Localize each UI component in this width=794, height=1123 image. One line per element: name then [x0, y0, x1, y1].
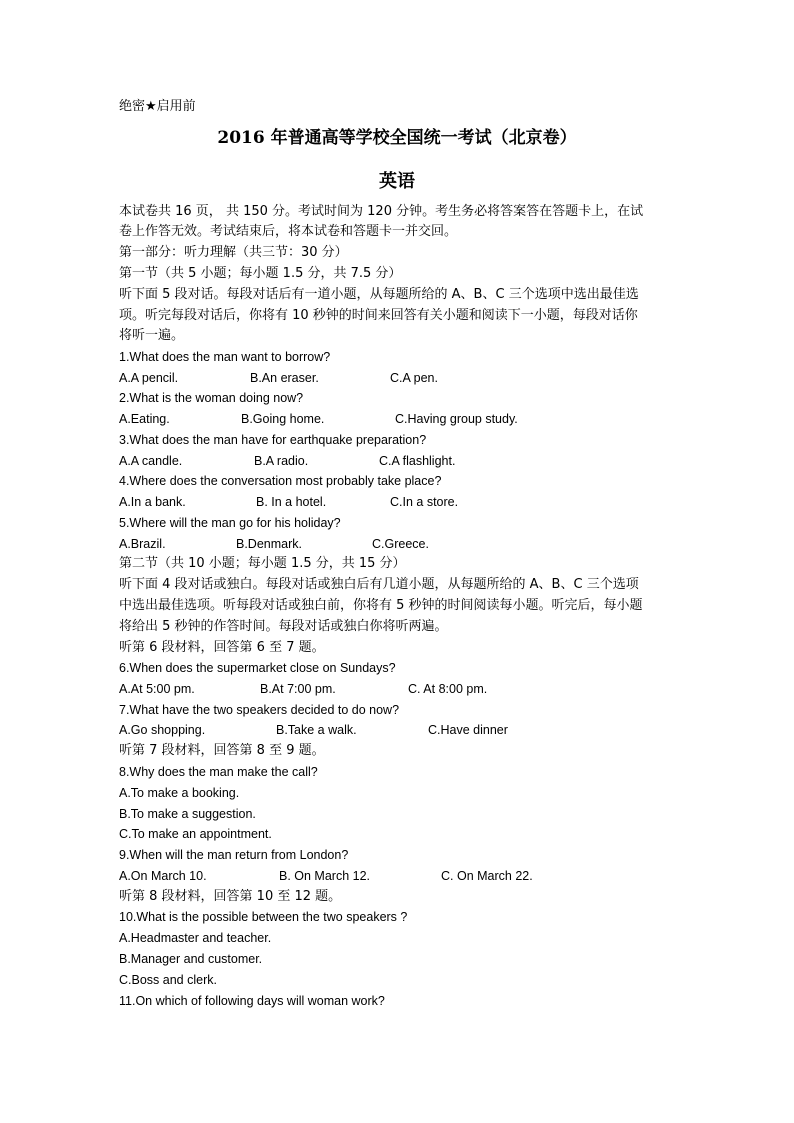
question-10-option-c: C.Boss and clerk. [119, 973, 217, 987]
question-6-option-a: A.At 5:00 pm. [119, 682, 195, 696]
question-2-stem: 2.What is the woman doing now? [119, 391, 304, 405]
question-7-option-c: C.Have dinner [428, 723, 508, 737]
material-8-instruction: 听第 8 段材料，回答第 10 至 12 题。 [119, 889, 342, 904]
instructions-line-2: 卷上作答无效。考试结束后，将本试卷和答题卡一并交回。 [119, 224, 458, 239]
section2-direction-3: 将给出 5 秒钟的作答时间。每段对话或独白你将听两遍。 [119, 619, 448, 634]
question-3-option-c: C.A flashlight. [379, 454, 456, 468]
question-9-option-a: A.On March 10. [119, 869, 207, 883]
question-3-stem: 3.What does the man have for earthquake preparation? [119, 433, 427, 447]
question-2-option-c: C.Having group study. [395, 412, 518, 426]
question-10-option-b: B.Manager and customer. [119, 952, 263, 966]
question-8-option-b: B.To make a suggestion. [119, 807, 256, 821]
question-4-option-c: C.In a store. [390, 495, 459, 509]
confidential-label: 绝密★启用前 [119, 99, 196, 114]
question-9-stem: 9.When will the man return from London? [119, 848, 349, 862]
question-1-option-a: A.A pencil. [119, 371, 179, 385]
question-2-option-b: B.Going home. [241, 412, 325, 426]
subject-title: 英语 [379, 171, 415, 192]
section1-direction-3: 将听一遍。 [119, 328, 185, 343]
question-9-option-c: C. On March 22. [441, 869, 533, 883]
question-6-stem: 6.When does the supermarket close on Sundays? [119, 661, 396, 675]
question-10-option-a: A.Headmaster and teacher. [119, 931, 272, 945]
question-5-option-c: C.Greece. [372, 537, 429, 551]
section1-direction-1: 听下面 5 段对话。每段对话后有一道小题，从每题所给的 A、B、C 三个选项中选出最佳选 [119, 287, 639, 302]
question-9-option-b: B. On March 12. [279, 869, 371, 883]
question-7-stem: 7.What have the two speakers decided to do now? [119, 703, 400, 717]
question-11-stem: 11.On which of following days will woman work? [119, 994, 385, 1008]
question-4-option-b: B. In a hotel. [256, 495, 327, 509]
question-5-stem: 5.Where will the man go for his holiday? [119, 516, 341, 530]
question-4-option-a: A.In a bank. [119, 495, 186, 509]
instructions-line-1: 本试卷共 16 页， 共 150 分。考试时间为 120 分钟。考生务必将答案答在答题卡上，在试 [119, 204, 644, 219]
question-1-option-c: C.A pen. [390, 371, 438, 385]
question-1-option-b: B.An eraser. [250, 371, 319, 385]
question-8-option-a: A.To make a booking. [119, 786, 240, 800]
material-7-instruction: 听第 7 段材料，回答第 8 至 9 题。 [119, 743, 325, 758]
question-2-option-a: A.Eating. [119, 412, 170, 426]
section2-direction-2: 中选出最佳选项。听每段对话或独白前，你将有 5 秒钟的时间阅读每小题。听完后，每小题 [119, 598, 643, 613]
part1-heading: 第一部分：听力理解（共三节：30 分） [119, 245, 348, 260]
material-6-instruction: 听第 6 段材料，回答第 6 至 7 题。 [119, 640, 325, 655]
question-8-stem: 8.Why does the man make the call? [119, 765, 318, 779]
section2-direction-1: 听下面 4 段对话或独白。每段对话或独白后有几道小题，从每题所给的 A、B、C 三个选项 [119, 577, 639, 592]
question-7-option-a: A.Go shopping. [119, 723, 206, 737]
section1-direction-2: 项。听完每段对话后，你将有 10 秒钟的时间来回答有关小题和阅读下一小题，每段对话你 [119, 308, 638, 323]
question-1-stem: 1.What does the man want to borrow? [119, 350, 331, 364]
question-4-stem: 4.Where does the conversation most probably take place? [119, 474, 442, 488]
question-6-option-b: B.At 7:00 pm. [260, 682, 336, 696]
question-3-option-b: B.A radio. [254, 454, 309, 468]
question-5-option-a: A.Brazil. [119, 537, 166, 551]
section2-heading: 第二节（共 10 小题；每小题 1.5 分，共 15 分） [119, 556, 406, 571]
question-8-option-c: C.To make an appointment. [119, 827, 272, 841]
question-6-option-c: C. At 8:00 pm. [408, 682, 488, 696]
question-3-option-a: A.A candle. [119, 454, 183, 468]
question-10-stem: 10.What is the possible between the two speakers ? [119, 910, 408, 924]
question-7-option-b: B.Take a walk. [276, 723, 357, 737]
exam-title: 2016 年普通高等学校全国统一考试（北京卷） [217, 128, 577, 148]
section1-heading: 第一节（共 5 小题；每小题 1.5 分，共 7.5 分） [119, 266, 402, 281]
question-5-option-b: B.Denmark. [236, 537, 302, 551]
